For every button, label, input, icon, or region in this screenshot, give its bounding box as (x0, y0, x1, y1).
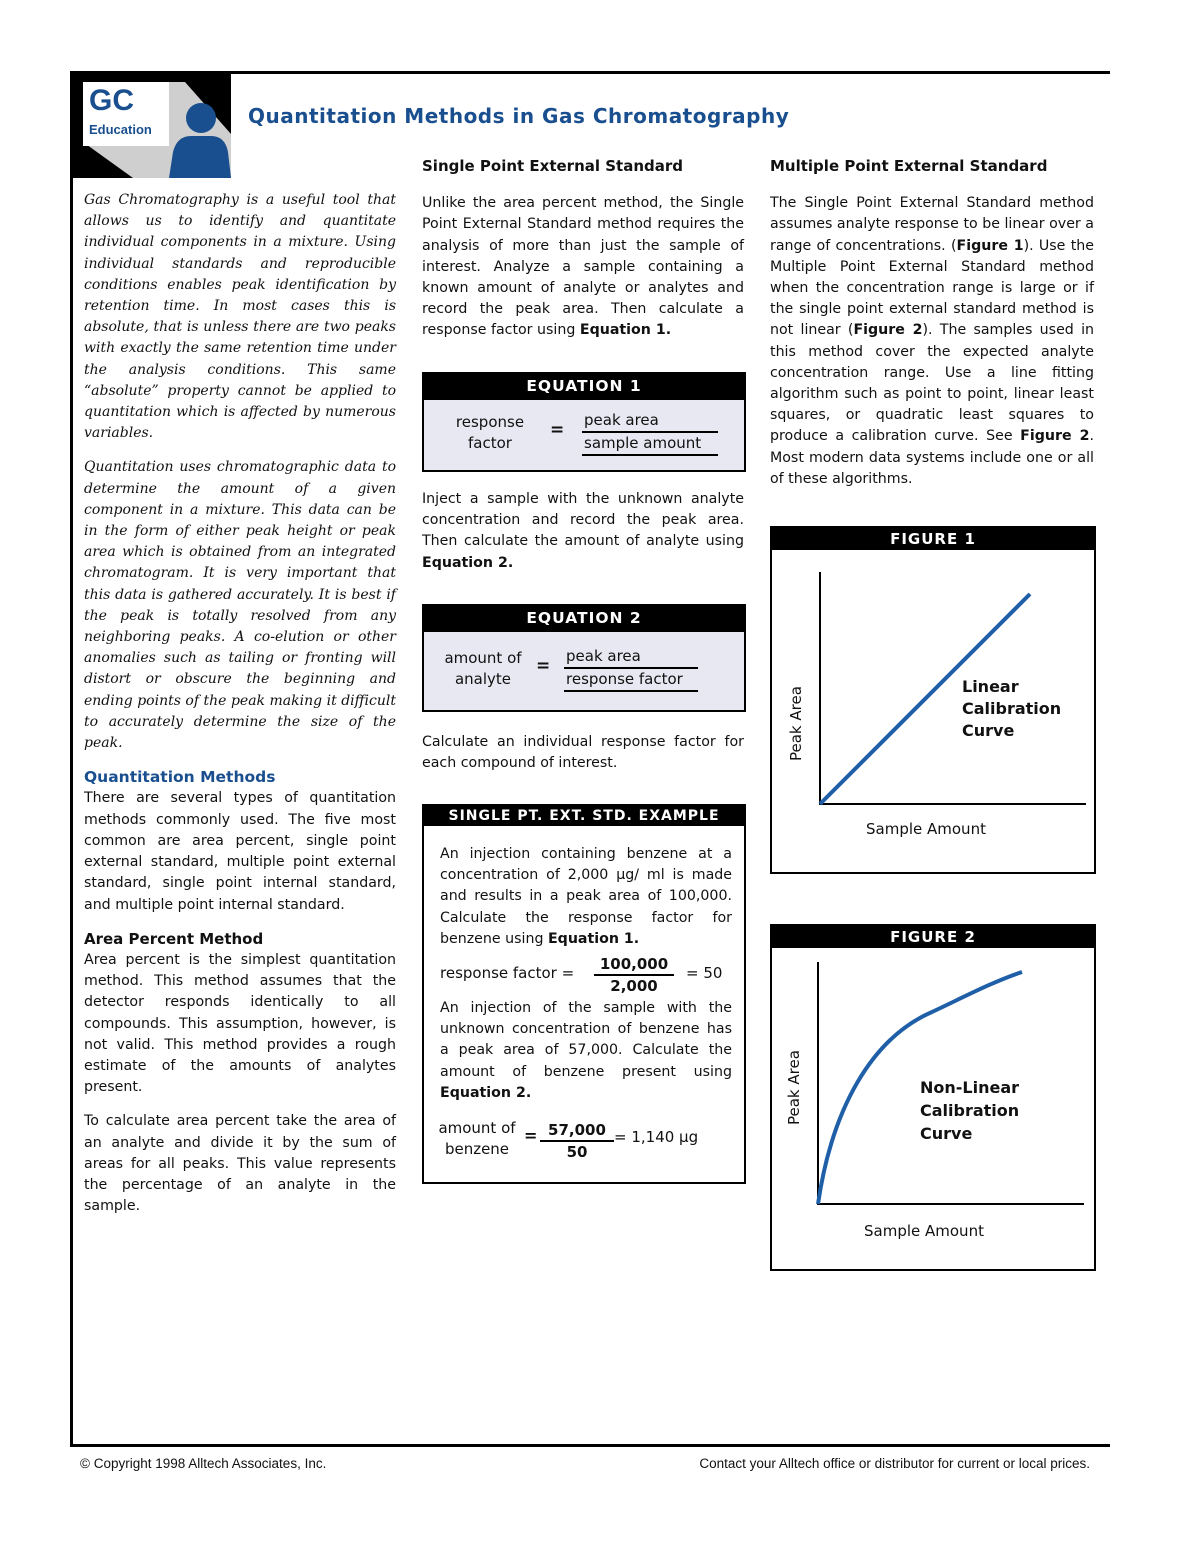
mp-figure-2-ref-2: Figure 2 (1020, 428, 1090, 445)
single-point-p1-text: Unlike the area percent method, the Single Point External Standard method requires the analysis of more than just the sample of interest. Analyze a sample containing a known amount of analyte or analytes and record the peak area. Then calculate a response factor using (422, 195, 744, 339)
figure-1-label-line2: Calibration (962, 699, 1062, 718)
figure-2-title: FIGURE 2 (772, 926, 1094, 948)
figure-2-curve-label (920, 1076, 1019, 1145)
intro-paragraph-1: Gas Chromatography is a useful tool that allows us to identify and quantitate individual components in a mixture. Using individual standards and reproducible conditions enables peak identification by retention time. In most cases this is absolute, that is unless there are two peaks with exactly the same retention time under the analysis conditions. This same “absolute” property cannot be applied to quantitation which is affected by numerous variables. (84, 192, 396, 442)
column-2-mid (422, 489, 744, 587)
equation-2-box (422, 604, 746, 712)
logo-education-text: Education (89, 122, 152, 137)
example-title: SINGLE PT. EXT. STD. EXAMPLE (424, 806, 744, 826)
example-rf-fraction (594, 954, 674, 996)
example-body-2 (440, 998, 732, 1117)
equation-1-equals: = (550, 420, 565, 440)
single-point-paragraph-3: Calculate an individual response factor for each compound of interest. (422, 734, 744, 772)
example-box (422, 804, 746, 1184)
figure-1-curve-label (962, 676, 1061, 742)
figure-2-x-label: Sample Amount (864, 1222, 984, 1240)
equation-1-lhs (448, 412, 532, 454)
single-point-paragraph-1 (422, 193, 744, 341)
figure-2-y-label: Peak Area (785, 1050, 803, 1125)
example-text-1-main: An injection containing benzene at a concentration of 2,000 µg/ ml is made and results in a peak area of 100,000. Calculate the response factor for benzene using (440, 846, 732, 947)
equation-2-fraction (564, 646, 698, 692)
quantitation-methods-heading: Quantitation Methods (84, 768, 276, 787)
equation-2-lhs (434, 648, 532, 690)
equation-1-body (424, 398, 744, 470)
mp-text-c: ). The samples used in this method cover the expected analyte concentration range. Use a line fitting algorithm such as point to point, linear least squares, or quadratic least squares to produce a calibration curve. See (770, 322, 1095, 445)
mp-text-b: ). Use the Multiple Point External Standard method when the concentration range is large or if the single point external standard method is not linear ( (770, 237, 1094, 339)
mp-figure-1-ref: Figure 1 (956, 237, 1024, 254)
multiple-point-paragraph (770, 193, 1094, 490)
example-body (440, 844, 732, 963)
gc-education-logo (73, 74, 231, 178)
figure-1-y-label: Peak Area (787, 686, 805, 761)
footer-copyright: © Copyright 1998 Alltech Associates, Inc. (80, 1456, 327, 1471)
bottom-rule (70, 1444, 1110, 1447)
single-point-heading: Single Point External Standard (422, 157, 684, 175)
figure-1-label-line1: Linear (962, 677, 1019, 696)
example-amount-numerator: 57,000 (540, 1120, 614, 1142)
footer-contact: Contact your Alltech office or distributor for current or local prices. (699, 1456, 1090, 1471)
equation-1-lhs-line1: response (455, 413, 525, 431)
equation-2-numerator: peak area (564, 646, 698, 669)
equation-1-denominator: sample amount (582, 433, 718, 456)
example-equation-2-ref: Equation 2. (440, 1084, 532, 1101)
intro-section (84, 190, 396, 754)
area-percent-text-2: To calculate area percent take the area of an analyte and divide it by the sum of areas for all peaks. This value represents the percentage of an analyte in the sample. (84, 1113, 396, 1215)
equation-2-lhs-line1: amount of (444, 649, 522, 667)
column-2-after-eq2 (422, 732, 744, 787)
column-2 (422, 156, 744, 355)
area-percent-heading: Area Percent Method (84, 929, 264, 948)
figure-2 (770, 924, 1096, 1271)
figure-1-x-label: Sample Amount (866, 820, 986, 838)
example-amount-equals: = (524, 1126, 538, 1145)
example-amount-lhs (432, 1118, 522, 1160)
equation-1-lhs-line2: factor (468, 434, 512, 452)
figure-1-title: FIGURE 1 (772, 528, 1094, 550)
example-rf-result: = 50 (686, 964, 723, 982)
mp-text-d: . Most modern data systems include one or all of these algorithms. (770, 428, 1095, 487)
equation-1-box (422, 372, 746, 472)
intro-paragraph-2: Quantitation uses chromatographic data to determine the amount of a given component in a mixture. This data can be in the form of either peak height or peak area which is obtained from an integrated chromatogram. It is very important that this data is gathered accurately. It is best if the peak is totally resolved from any neighboring peaks. A co-elution or other anomalies such as tailing or fronting will distort or obscure the beginning and ending points of the peak making it difficult to accurately determine the size of the peak. (84, 459, 396, 752)
mp-text-a: The Single Point External Standard method assumes analyte response to be linear over a range of concentrations. ( (770, 195, 1094, 254)
example-text-2-main: An injection of the sample with the unknown concentration of benzene has a peak area of 57,000. Calculate the amount of benzene present using (440, 1000, 732, 1080)
column-1 (84, 190, 396, 1230)
example-amount-fraction (540, 1120, 614, 1162)
equation-1-ref: Equation 1. (579, 322, 672, 339)
example-rf-denominator: 2,000 (610, 977, 658, 995)
page-title: Quantitation Methods in Gas Chromatography (248, 104, 790, 128)
equation-2-equals: = (536, 656, 551, 676)
logo-gc-text: GC (89, 84, 134, 117)
equation-1-numerator: peak area (582, 410, 718, 433)
example-equation-1-ref: Equation 1. (547, 930, 640, 947)
figure-2-label-line3: Curve (920, 1124, 973, 1143)
quantitation-methods-text: There are several types of quantitation methods commonly used. The five most common are area percent, single point external standard, multiple point external standard, single point internal standard, and multiple point internal standard. (84, 790, 396, 913)
mp-figure-2-ref: Figure 2 (853, 322, 923, 339)
example-amount-lhs-1: amount of (438, 1119, 516, 1137)
example-amount-denominator: 50 (566, 1143, 588, 1161)
equation-2-title: EQUATION 2 (424, 606, 744, 630)
example-text-2 (440, 998, 732, 1104)
multiple-point-heading: Multiple Point External Standard (770, 157, 1048, 175)
equation-2-ref: Equation 2. (422, 554, 514, 571)
equation-2-body (424, 630, 744, 710)
example-rf-numerator: 100,000 (594, 954, 674, 976)
example-text-1 (440, 844, 732, 950)
left-rule (70, 71, 73, 1447)
column-3 (770, 156, 1094, 503)
figure-1 (770, 526, 1096, 874)
equation-1-title: EQUATION 1 (424, 374, 744, 398)
example-amount-lhs-2: benzene (444, 1140, 510, 1158)
example-rf-label: response factor = (440, 964, 575, 982)
equation-2-denominator: response factor (564, 669, 698, 692)
single-point-paragraph-2 (422, 489, 744, 574)
figure-2-label-line1: Non-Linear (920, 1078, 1020, 1097)
figure-1-label-line3: Curve (962, 721, 1015, 740)
equation-1-fraction (582, 410, 718, 456)
single-point-p2-text: Inject a sample with the unknown analyte concentration and record the peak area. Then calculate the amount of analyte using (422, 491, 744, 550)
equation-2-lhs-line2: analyte (454, 670, 512, 688)
example-amount-result: = 1,140 µg (614, 1128, 699, 1146)
area-percent-text: Area percent is the simplest quantitation method. This method assumes that the detector responds identically to all compounds. This assumption, however, is not valid. This method provides a rough estimate of the amounts of analytes present. (84, 951, 396, 1096)
figure-2-label-line2: Calibration (920, 1101, 1020, 1120)
